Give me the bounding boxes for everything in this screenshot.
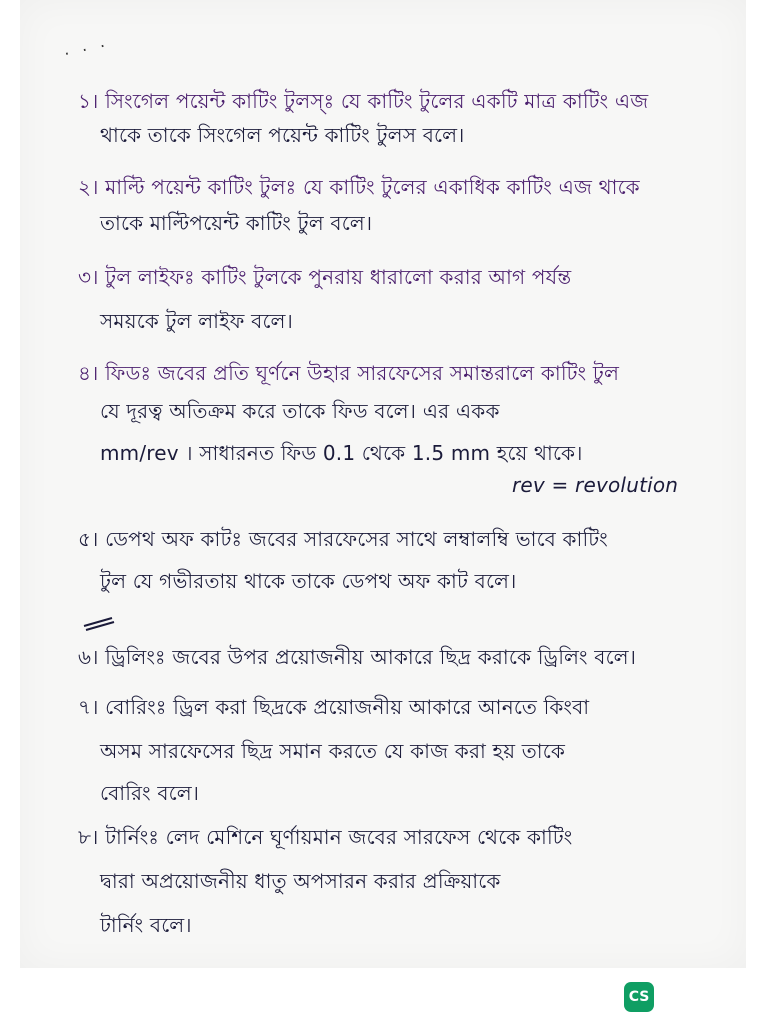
note-4-line-1: ৪। ফিডঃ জবের প্রতি ঘূর্ণনে উহার সারফেসের সমান্তরালে কাটিং টুল (78, 361, 620, 385)
note-2-line-2: তাকে মাল্টিপয়েন্ট কাটিং টুল বলে। (100, 211, 373, 235)
camscanner-logo-icon: CS (624, 982, 654, 1012)
note-8-line-3: টার্নিং বলে। (100, 913, 192, 937)
notebook-page (20, 0, 746, 968)
note-6-line-1: ৬। ড্রিলিংঃ জবের উপর প্রয়োজনীয় আকারে ছিদ্র করাকে ড্রিলিং বলে। (78, 645, 637, 669)
note-8-line-2: দ্বারা অপ্রয়োজনীয় ধাতু অপসারন করার প্রক্রিয়াকে (100, 869, 501, 893)
ink-dots: · · · (62, 35, 111, 64)
note-1-line-1: ১। সিংগেল পয়েন্ট কাটিং টুলস্‌ঃ যে কাটিং টুলের একটি মাত্র কাটিং এজ (78, 89, 649, 113)
note-2-line-1: ২। মাল্টি পয়েন্ট কাটিং টুলঃ যে কাটিং টুলের একাধিক কাটিং এজ থাকে (78, 175, 640, 199)
note-4-revolution: rev = revolution (512, 473, 679, 497)
note-7-line-3: বোরিং বলে। (100, 781, 200, 805)
note-1-line-2: থাকে তাকে সিংগেল পয়েন্ট কাটিং টুলস বলে। (100, 123, 465, 147)
note-5-line-2: টুল যে গভীরতায় থাকে তাকে ডেপথ অফ কাট বলে। (100, 569, 517, 593)
note-8-line-1: ৮। টার্নিংঃ লেদ মেশিনে ঘূর্ণায়মান জবের সারফেস থেকে কাটিং (78, 825, 573, 849)
note-3-line-1: ৩। টুল লাইফঃ কাটিং টুলকে পুনরায় ধারালো করার আগ পর্যন্ত (78, 265, 572, 289)
note-7-line-1: ৭। বোরিংঃ ড্রিল করা ছিদ্রকে প্রয়োজনীয় আকারে আনতে কিংবা (78, 695, 590, 719)
note-5-line-1: ৫। ডেপথ অফ কাটঃ জবের সারফেসের সাথে লম্বালম্বি ভাবে কাটিং (78, 527, 608, 551)
note-3-line-2: সময়কে টুল লাইফ বলে। (100, 309, 293, 333)
note-4-line-2: যে দূরত্ব অতিক্রম করে তাকে ফিড বলে। এর একক (100, 399, 500, 423)
scribble-mark (82, 614, 116, 632)
note-4-line-3: mm/rev । সাধারনত ফিড 0.1 থেকে 1.5 mm হয়ে থাকে। (100, 441, 583, 465)
note-7-line-2: অসম সারফেসের ছিদ্র সমান করতে যে কাজ করা হয় তাকে (100, 739, 566, 763)
